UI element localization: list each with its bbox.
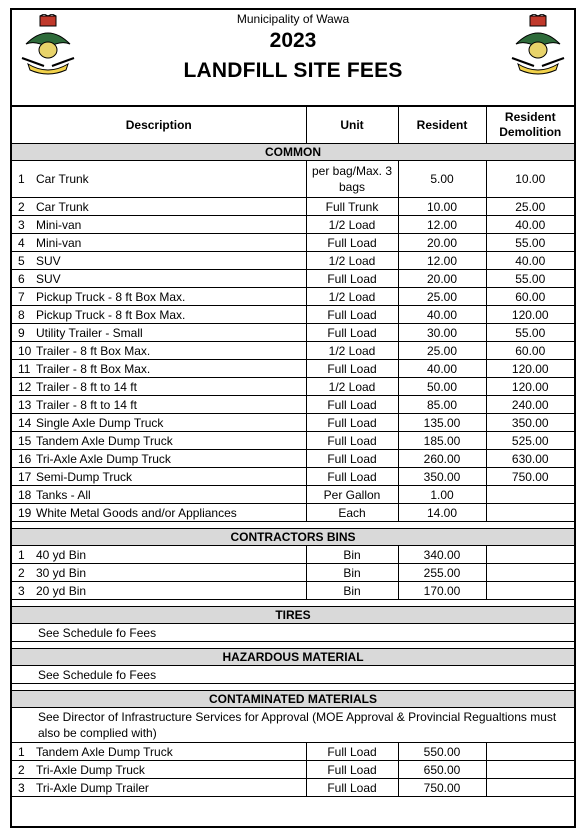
item-unit: Full Load [306,234,398,252]
item-unit: per bag/Max. 3 bags [306,161,398,198]
item-description: Pickup Truck - 8 ft Box Max. [36,289,186,304]
table-row [12,270,574,288]
section-note: See Schedule fo Fees [12,624,574,642]
item-unit: 1/2 Load [306,378,398,396]
item-description-cell [12,306,306,324]
item-description: Mini-van [36,235,82,250]
item-description-cell [12,414,306,432]
table-row [12,288,574,306]
item-resident-fee: 10.00 [398,198,486,216]
item-description-cell [12,270,306,288]
item-number: 11 [18,361,31,376]
item-description: 30 yd Bin [36,565,87,580]
section-common [12,144,574,522]
item-number: 16 [18,451,32,466]
item-number: 1 [18,744,25,759]
table-row [12,252,574,270]
item-unit: Full Load [306,743,398,761]
item-demolition-fee [486,743,574,761]
item-resident-fee: 40.00 [398,360,486,378]
item-resident-fee: 1.00 [398,486,486,504]
item-number: 17 [18,469,32,484]
item-description-cell [12,324,306,342]
item-number: 1 [18,547,25,562]
item-number: 2 [18,565,25,580]
item-demolition-fee: 750.00 [486,468,574,486]
table-row [12,761,574,779]
table-row [12,582,574,600]
item-resident-fee: 85.00 [398,396,486,414]
item-resident-fee: 350.00 [398,468,486,486]
item-description: Mini-van [36,217,82,232]
item-number: 15 [18,433,32,448]
item-unit: Bin [306,546,398,564]
item-description-cell [12,486,306,504]
table-row [12,306,574,324]
table-row [12,234,574,252]
item-number: 3 [18,780,25,795]
item-resident-fee: 20.00 [398,270,486,288]
item-description: Trailer - 8 ft Box Max. [36,361,151,376]
item-resident-fee: 25.00 [398,288,486,306]
table-row [12,198,574,216]
item-demolition-fee: 40.00 [486,216,574,234]
item-unit: Bin [306,582,398,600]
item-demolition-fee: 350.00 [486,414,574,432]
item-description: Trailer - 8 ft to 14 ft [36,379,137,394]
item-demolition-fee [486,486,574,504]
item-demolition-fee: 55.00 [486,270,574,288]
item-description-cell [12,378,306,396]
item-demolition-fee: 240.00 [486,396,574,414]
item-description-cell [12,450,306,468]
item-unit: Bin [306,564,398,582]
table-row [12,743,574,761]
table-row [12,779,574,797]
item-number: 10 [18,343,32,358]
item-resident-fee: 340.00 [398,546,486,564]
table-row [12,161,574,198]
item-resident-fee: 260.00 [398,450,486,468]
item-demolition-fee: 10.00 [486,161,574,198]
item-unit: Full Trunk [306,198,398,216]
section-title: COMMON [12,144,574,161]
item-number: 6 [18,271,25,286]
item-unit: Full Load [306,396,398,414]
item-resident-fee: 255.00 [398,564,486,582]
item-description-cell [12,216,306,234]
item-resident-fee: 20.00 [398,234,486,252]
item-description-cell [12,396,306,414]
item-description: Tri-Axle Axle Dump Truck [36,451,171,466]
item-unit: Full Load [306,270,398,288]
item-description-cell [12,779,306,797]
item-description: Utility Trailer - Small [36,325,143,340]
item-unit: Each [306,504,398,522]
item-demolition-fee: 40.00 [486,252,574,270]
item-description-cell [12,564,306,582]
item-number: 2 [18,762,25,777]
section-hazardous-material [12,642,574,684]
item-description-cell [12,161,306,198]
item-demolition-fee: 25.00 [486,198,574,216]
item-unit: Full Load [306,432,398,450]
item-demolition-fee [486,582,574,600]
item-unit: Full Load [306,468,398,486]
item-description: Tandem Axle Dump Truck [36,744,173,759]
fee-sheet [10,8,576,828]
table-row [12,504,574,522]
item-description: Trailer - 8 ft Box Max. [36,343,151,358]
section-contaminated-materials [12,684,574,797]
table-row [12,342,574,360]
item-resident-fee: 650.00 [398,761,486,779]
item-demolition-fee [486,779,574,797]
item-demolition-fee: 525.00 [486,432,574,450]
item-unit: Full Load [306,779,398,797]
item-resident-fee: 170.00 [398,582,486,600]
table-row [12,216,574,234]
wawa-crest-icon [16,14,80,78]
table-row [12,546,574,564]
col-resident-demolition: Resident Demolition [486,107,574,144]
item-resident-fee: 12.00 [398,216,486,234]
item-description: Car Trunk [36,172,89,186]
item-unit: Full Load [306,414,398,432]
item-number: 1 [18,172,25,186]
item-resident-fee: 5.00 [398,161,486,198]
item-resident-fee: 750.00 [398,779,486,797]
item-description: Tanks - All [36,487,91,502]
item-description: Tandem Axle Dump Truck [36,433,173,448]
item-description: Tri-Axle Dump Trailer [36,780,149,795]
item-description: Single Axle Dump Truck [36,415,164,430]
section-note: See Director of Infrastructure Services for Approval (MOE Approval & Provincial Regualtions must also be complied with) [12,708,574,743]
item-description: Pickup Truck - 8 ft Box Max. [36,307,186,322]
document-header [12,10,574,107]
item-demolition-fee [486,761,574,779]
item-number: 19 [18,505,32,520]
item-resident-fee: 12.00 [398,252,486,270]
item-resident-fee: 40.00 [398,306,486,324]
table-row [12,486,574,504]
item-demolition-fee: 60.00 [486,288,574,306]
item-unit: 1/2 Load [306,252,398,270]
item-resident-fee: 50.00 [398,378,486,396]
item-unit: Full Load [306,324,398,342]
item-description-cell [12,546,306,564]
table-row [12,360,574,378]
section-contractors-bins [12,522,574,600]
item-description: SUV [36,271,61,286]
section-title: CONTAMINATED MATERIALS [12,691,574,708]
item-demolition-fee [486,546,574,564]
item-resident-fee: 14.00 [398,504,486,522]
col-unit: Unit [306,107,398,144]
item-description: Tri-Axle Dump Truck [36,762,145,777]
item-unit: Full Load [306,306,398,324]
item-description-cell [12,198,306,216]
municipality-name: Municipality of Wawa [236,12,350,26]
item-description-cell [12,743,306,761]
item-description: Semi-Dump Truck [36,469,133,484]
table-row [12,432,574,450]
item-description-cell [12,761,306,779]
item-resident-fee: 135.00 [398,414,486,432]
item-description-cell [12,288,306,306]
item-number: 14 [18,415,32,430]
item-unit: Full Load [306,761,398,779]
fee-table [12,107,574,797]
item-number: 5 [18,253,25,268]
item-number: 9 [18,325,25,340]
section-title: CONTRACTORS BINS [12,529,574,546]
item-description: SUV [36,253,61,268]
item-description: White Metal Goods and/or Appliances [36,505,237,520]
item-number: 8 [18,307,25,322]
section-note: See Schedule fo Fees [12,666,574,684]
item-description-cell [12,504,306,522]
item-demolition-fee: 55.00 [486,324,574,342]
item-unit: Per Gallon [306,486,398,504]
col-resident: Resident [398,107,486,144]
wawa-crest-icon [506,14,570,78]
item-demolition-fee: 60.00 [486,342,574,360]
section-title: TIRES [12,607,574,624]
item-number: 7 [18,289,25,304]
item-resident-fee: 25.00 [398,342,486,360]
table-row [12,324,574,342]
item-description-cell [12,582,306,600]
item-demolition-fee [486,504,574,522]
item-number: 2 [18,199,25,214]
item-number: 12 [18,379,32,394]
table-row [12,396,574,414]
item-description-cell [12,234,306,252]
item-demolition-fee [486,564,574,582]
item-number: 13 [18,397,32,412]
item-demolition-fee: 120.00 [486,378,574,396]
item-description: 40 yd Bin [36,547,87,562]
item-demolition-fee: 630.00 [486,450,574,468]
col-description: Description [12,107,306,144]
item-number: 3 [18,583,25,598]
item-description-cell [12,342,306,360]
item-unit: 1/2 Load [306,216,398,234]
fee-year: 2023 [269,29,317,52]
item-description: Car Trunk [36,199,89,214]
table-row [12,414,574,432]
page-title: LANDFILL SITE FEES [183,59,403,82]
item-description-cell [12,360,306,378]
table-row [12,378,574,396]
item-unit: Full Load [306,450,398,468]
item-demolition-fee: 55.00 [486,234,574,252]
item-unit: 1/2 Load [306,342,398,360]
item-unit: Full Load [306,360,398,378]
item-demolition-fee: 120.00 [486,360,574,378]
item-description-cell [12,468,306,486]
item-number: 4 [18,235,25,250]
table-row [12,468,574,486]
item-description-cell [12,252,306,270]
section-title: HAZARDOUS MATERIAL [12,649,574,666]
item-unit: 1/2 Load [306,288,398,306]
table-row [12,564,574,582]
item-description: 20 yd Bin [36,583,87,598]
item-resident-fee: 550.00 [398,743,486,761]
table-row [12,450,574,468]
section-tires [12,600,574,642]
item-number: 3 [18,217,25,232]
item-number: 18 [18,487,32,502]
item-description: Trailer - 8 ft to 14 ft [36,397,137,412]
item-resident-fee: 185.00 [398,432,486,450]
item-demolition-fee: 120.00 [486,306,574,324]
item-resident-fee: 30.00 [398,324,486,342]
column-header-row [12,107,574,144]
item-description-cell [12,432,306,450]
